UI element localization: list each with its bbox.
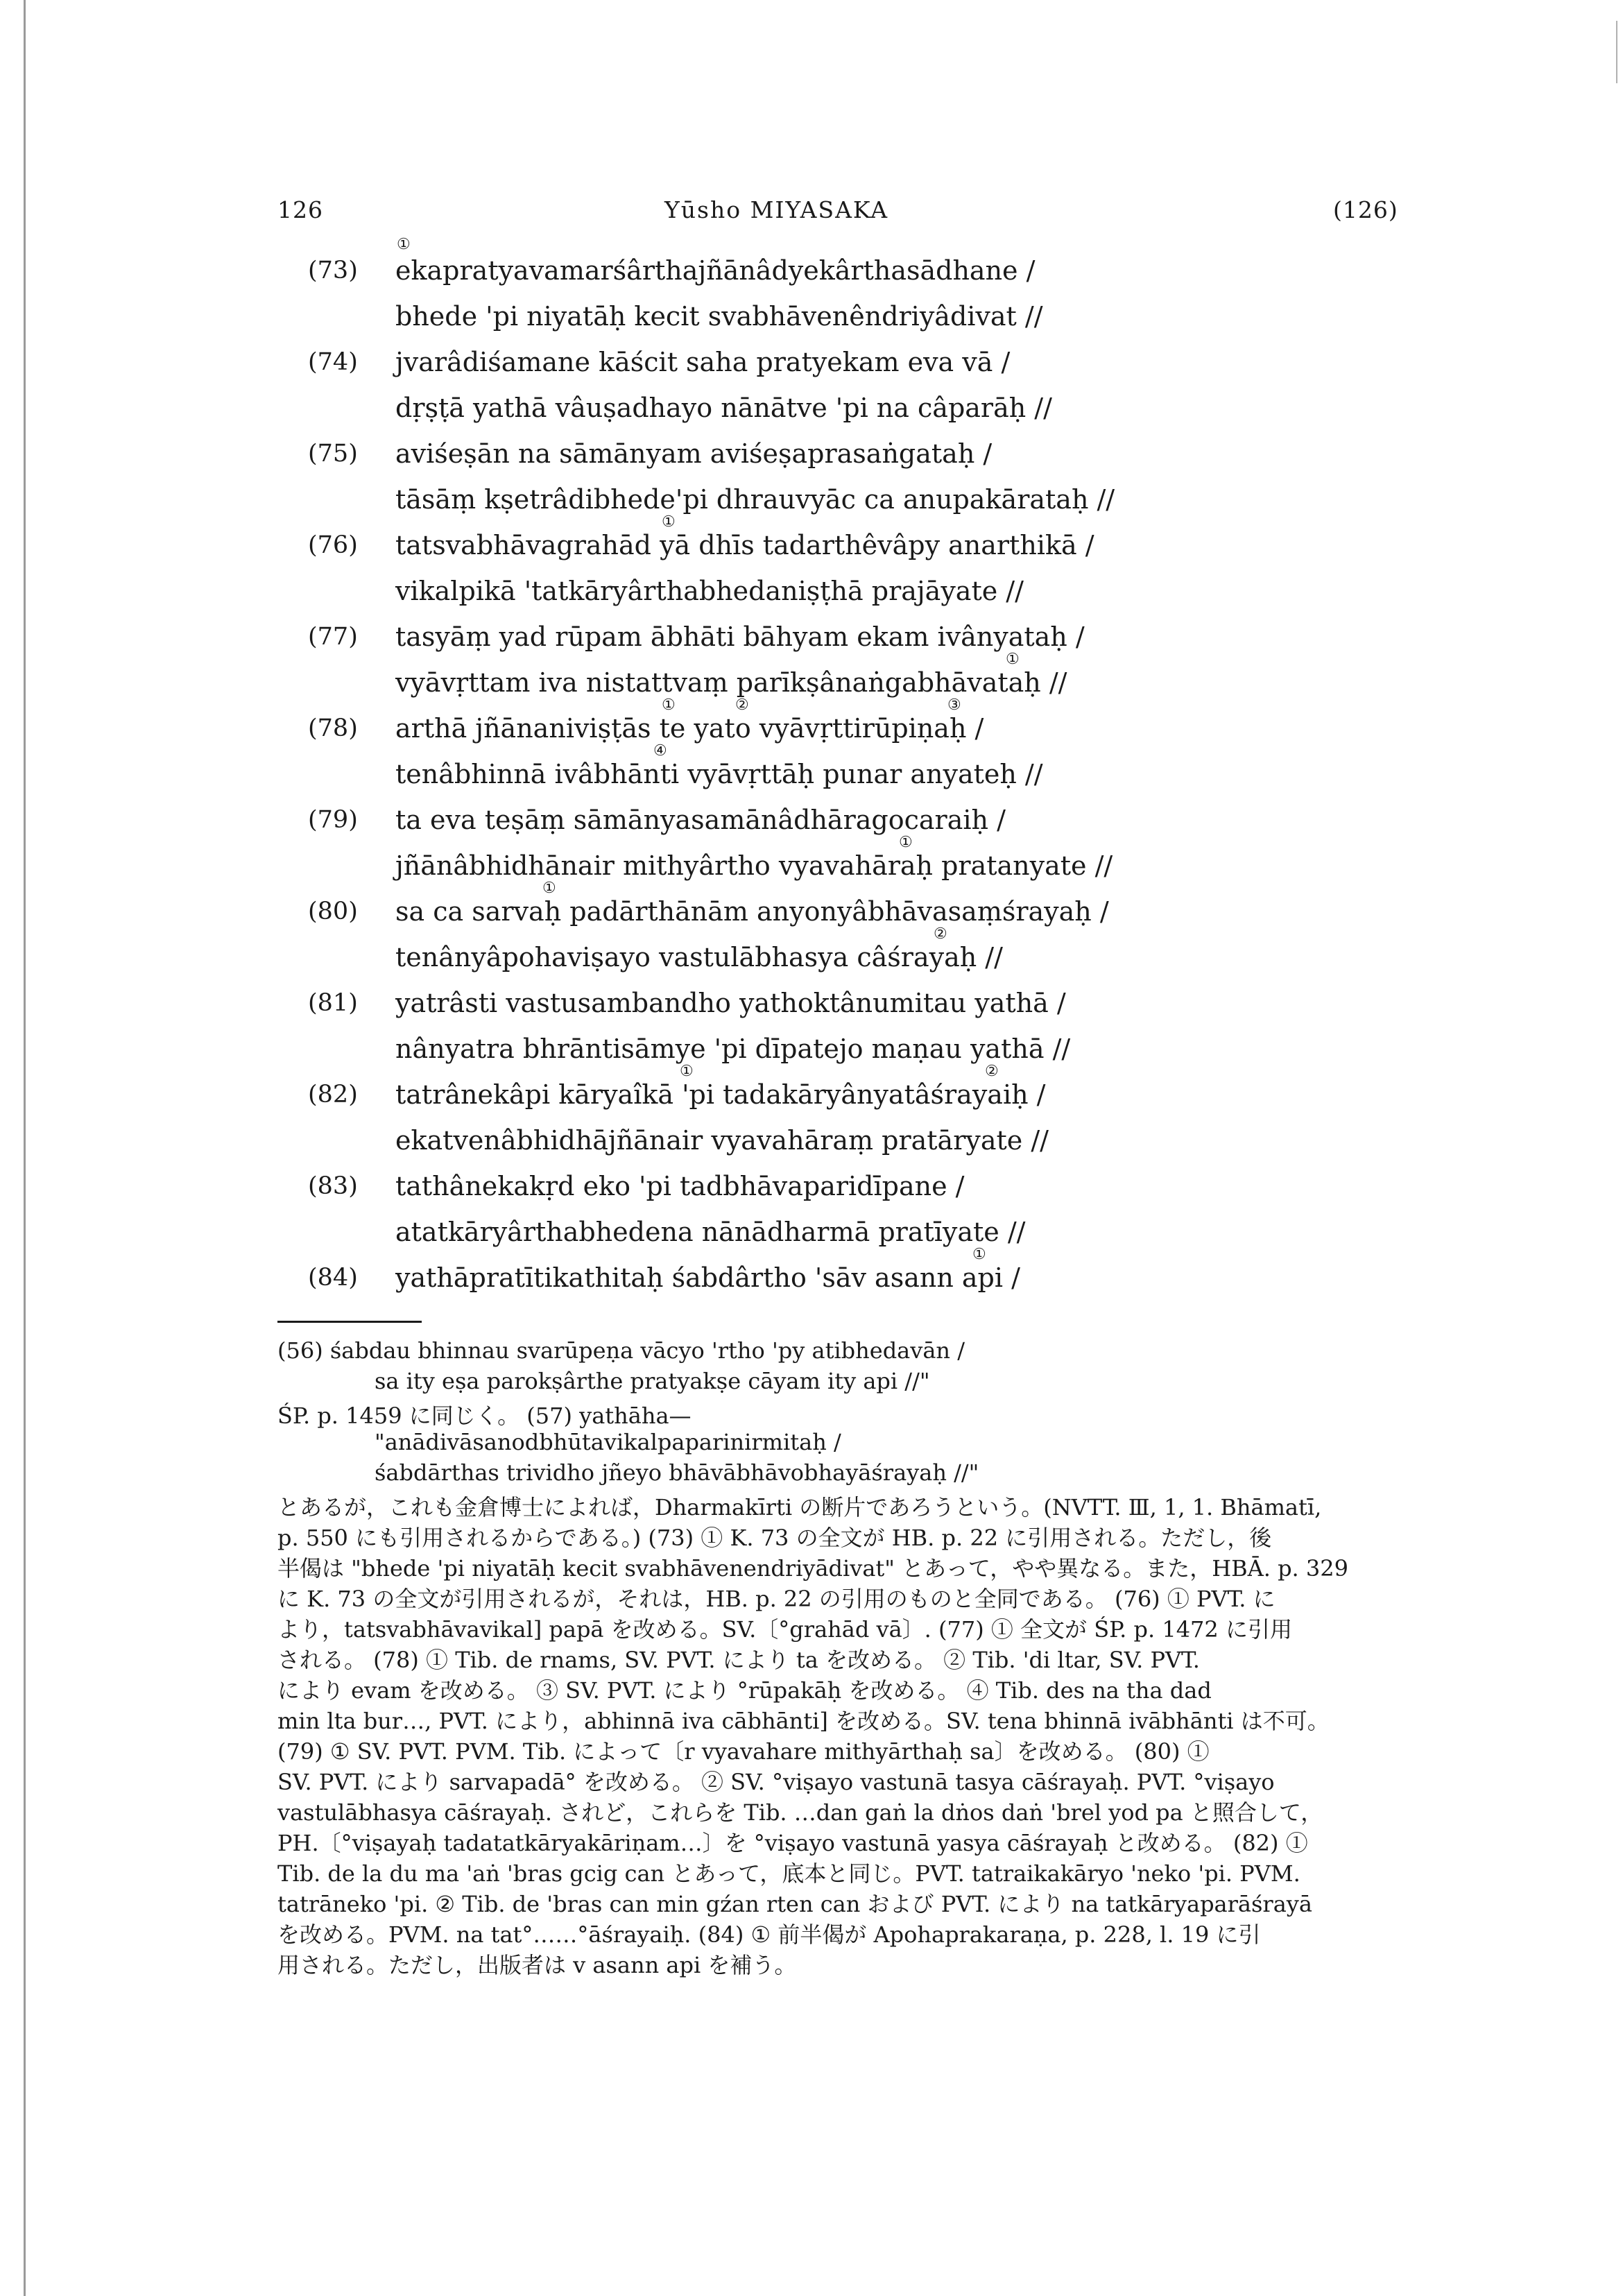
note-mark-2: ② <box>735 696 749 714</box>
verse-line: tatsvabhāvagrahād yā dhīs tadarthêvâpy anarthikā / <box>395 530 1094 560</box>
footnote-line: "anādivāsanodbhūtavikalpaparinirmitaḥ / <box>375 1429 841 1455</box>
footnote-line: を改める。PVM. na tat°……°āśrayaiḥ. (84) ① 前半偈が Apohaprakaraṇa, p. 228, l. 19 に引 <box>277 1921 1261 1948</box>
footnote-line: sa ity eṣa parokṣârthe pratyakṣe cāyam ity api //" <box>375 1368 930 1394</box>
verse-number: (80) <box>308 898 358 925</box>
verse-number: (74) <box>308 348 358 376</box>
verse-number: (81) <box>308 989 358 1017</box>
note-mark-2: ② <box>985 1063 999 1080</box>
verse-line: ekapratyavamarśârthajñānâdyekârthasādhane / <box>395 255 1036 286</box>
verse-line: bhede 'pi niyatāḥ kecit svabhāvenêndriyâdivat // <box>395 301 1043 332</box>
note-mark-1: ① <box>680 1063 694 1080</box>
verse-line: jñānâbhidhānair mithyârtho vyavahāraḥ pratanyate // <box>395 850 1113 881</box>
header-page-number: 126 <box>277 196 323 223</box>
verse-number: (76) <box>308 531 358 559</box>
verse-line: jvarâdiśamane kāścit saha pratyekam eva vā / <box>395 347 1011 377</box>
note-mark-1: ① <box>397 236 411 253</box>
header-page-number-paren: (126) <box>1333 196 1398 223</box>
note-mark-1: ① <box>899 834 913 851</box>
note-mark-1: ① <box>1006 651 1020 668</box>
verse-line: tasyāṃ yad rūpam ābhāti bāhyam ekam ivânyataḥ / <box>395 622 1085 652</box>
verse-line: vikalpikā 'tatkāryârthabhedaniṣṭhā prajāyate // <box>395 576 1024 606</box>
footnote-line: śabdārthas trividho jñeyo bhāvābhāvobhayāśrayaḥ //" <box>375 1459 979 1486</box>
verse-line: tāsāṃ kṣetrâdibhede'pi dhrauvyāc ca anupakārataḥ // <box>395 484 1115 515</box>
verse-line: tenâbhinnā ivâbhānti vyāvṛttāḥ punar anyateḥ // <box>395 759 1043 789</box>
note-mark-1: ① <box>662 513 676 531</box>
footnote-line: に K. 73 の全文が引用されるが，それは，HB. p. 22 の引用のものと全同である。 (76) ① PVT. に <box>277 1586 1276 1612</box>
footnote-line: 半偈は "bhede 'pi niyatāḥ kecit svabhāvenendriyādivat" とあって，やや異なる。また，HBĀ. p. 329 <box>277 1555 1348 1582</box>
verse-number: (83) <box>308 1172 358 1200</box>
footnote-line: PH.〔°viṣayaḥ tadatatkāryakāriṇam…〕を °viṣayo vastunā yasya cāśrayaḥ と改める。 (82) ① <box>277 1830 1308 1856</box>
footnote-line: (79) ① SV. PVT. PVM. Tib. によって〔r vyavahare mithyārthaḥ sa〕を改める。 (80) ① <box>277 1738 1210 1765</box>
footnote-line: とあるが，これも金倉博士によれば，Dharmakīrti の断片であろうという。(NVTT. Ⅲ, 1, 1. Bhāmatī, <box>277 1494 1322 1520</box>
scan-edge-line <box>24 0 26 2296</box>
verse-line: yathāpratītikathitaḥ śabdârtho 'sāv asann api / <box>395 1262 1020 1293</box>
footnote-line: ŚP. p. 1459 に同じく。 (57) yathāha— <box>277 1403 692 1429</box>
verse-line: ekatvenâbhidhājñānair vyavahāraṃ pratāryate // <box>395 1125 1049 1156</box>
verse-line: aviśeṣān na sāmānyam aviśeṣaprasaṅgataḥ / <box>395 438 993 469</box>
verse-number: (73) <box>308 257 358 284</box>
verse-line: yatrâsti vastusambandho yathoktânumitau yathā / <box>395 988 1066 1018</box>
verse-number: (84) <box>308 1264 358 1292</box>
footnote-line: tatrāneko 'pi. ② Tib. de 'bras can min gźan rten can および PVT. により na tatkāryaparāśrayā <box>277 1891 1312 1917</box>
footnote-line: p. 550 にも引用されるからである。) (73) ① K. 73 の全文が HB. p. 22 に引用される。ただし，後 <box>277 1525 1272 1551</box>
verse-line: atatkāryârthabhedena nānādharmā pratīyate // <box>395 1217 1026 1247</box>
note-mark-3: ③ <box>947 696 961 714</box>
footnote-line: Tib. de la du ma 'aṅ 'bras gcig can とあって，底本と同じ。PVT. tatraikakāryo 'neko 'pi. PVM. <box>277 1860 1300 1887</box>
verse-number: (77) <box>308 623 358 651</box>
header-author: Yūsho MIYASAKA <box>664 196 889 223</box>
note-mark-1: ① <box>972 1246 986 1263</box>
scan-edge-mark <box>1616 21 1617 83</box>
verse-line: tatrânekâpi kāryaîkā 'pi tadakāryânyatâśrayaiḥ / <box>395 1079 1046 1110</box>
footnote-line: (56) śabdau bhinnau svarūpeṇa vācyo 'rtho 'py atibhedavān / <box>277 1337 965 1364</box>
verse-line: arthā jñānaniviṣṭās te yato vyāvṛttirūpiṇaḥ / <box>395 713 984 744</box>
verse-line: tathânekakṛd eko 'pi tadbhāvaparidīpane / <box>395 1171 965 1201</box>
footnote-line: min lta bur…, PVT. により，abhinnā iva cābhānti] を改める。SV. tena bhinnā ivābhānti は不可。 <box>277 1708 1330 1734</box>
footnote-line: される。 (78) ① Tib. de rnams, SV. PVT. により ta を改める。 ② Tib. 'di ltar, SV. PVT. <box>277 1647 1200 1673</box>
verse-line: tenânyâpohaviṣayo vastulābhasya câśrayaḥ // <box>395 942 1003 973</box>
footnote-line: SV. PVT. により sarvapadā° を改める。 ② SV. °viṣayo vastunā tasya cāśrayaḥ. PVT. °viṣayo <box>277 1769 1275 1795</box>
footnote-line: 用される。ただし，出版者は v asann api を補う。 <box>277 1952 797 1978</box>
note-mark-1: ① <box>542 880 556 897</box>
verse-number: (82) <box>308 1081 358 1108</box>
note-mark-4: ④ <box>653 742 667 760</box>
verse-line: ta eva teṣāṃ sāmānyasamānâdhāragocaraiḥ / <box>395 805 1006 835</box>
note-mark-1: ① <box>662 696 676 714</box>
footnote-rule <box>277 1321 422 1323</box>
verse-line: nânyatra bhrāntisāmye 'pi dīpatejo maṇau yathā // <box>395 1034 1071 1064</box>
verse-number: (78) <box>308 714 358 742</box>
footnote-line: vastulābhasya cāśrayaḥ. されど，これらを Tib. …dan gaṅ la dṅos daṅ 'brel yod pa と照合して， <box>277 1799 1323 1826</box>
footnote-line: により evam を改める。 ③ SV. PVT. により °rūpakāḥ を改める。 ④ Tib. des na tha dad <box>277 1677 1212 1704</box>
verse-line: vyāvṛttam iva nistattvaṃ parīkṣânaṅgabhāvataḥ // <box>395 667 1067 698</box>
footnote-line: より，tatsvabhāvavikal] papā を改める。SV.〔°grahād vā〕. (77) ① 全文が ŚP. p. 1472 に引用 <box>277 1616 1292 1643</box>
verse-line: dṛṣṭā yathā vâuṣadhayo nānātve 'pi na câparāḥ // <box>395 393 1052 423</box>
verse-line: sa ca sarvaḥ padārthānām anyonyâbhāvasaṃśrayaḥ / <box>395 896 1109 927</box>
note-mark-2: ② <box>934 925 947 943</box>
verse-number: (79) <box>308 806 358 834</box>
verse-number: (75) <box>308 440 358 468</box>
